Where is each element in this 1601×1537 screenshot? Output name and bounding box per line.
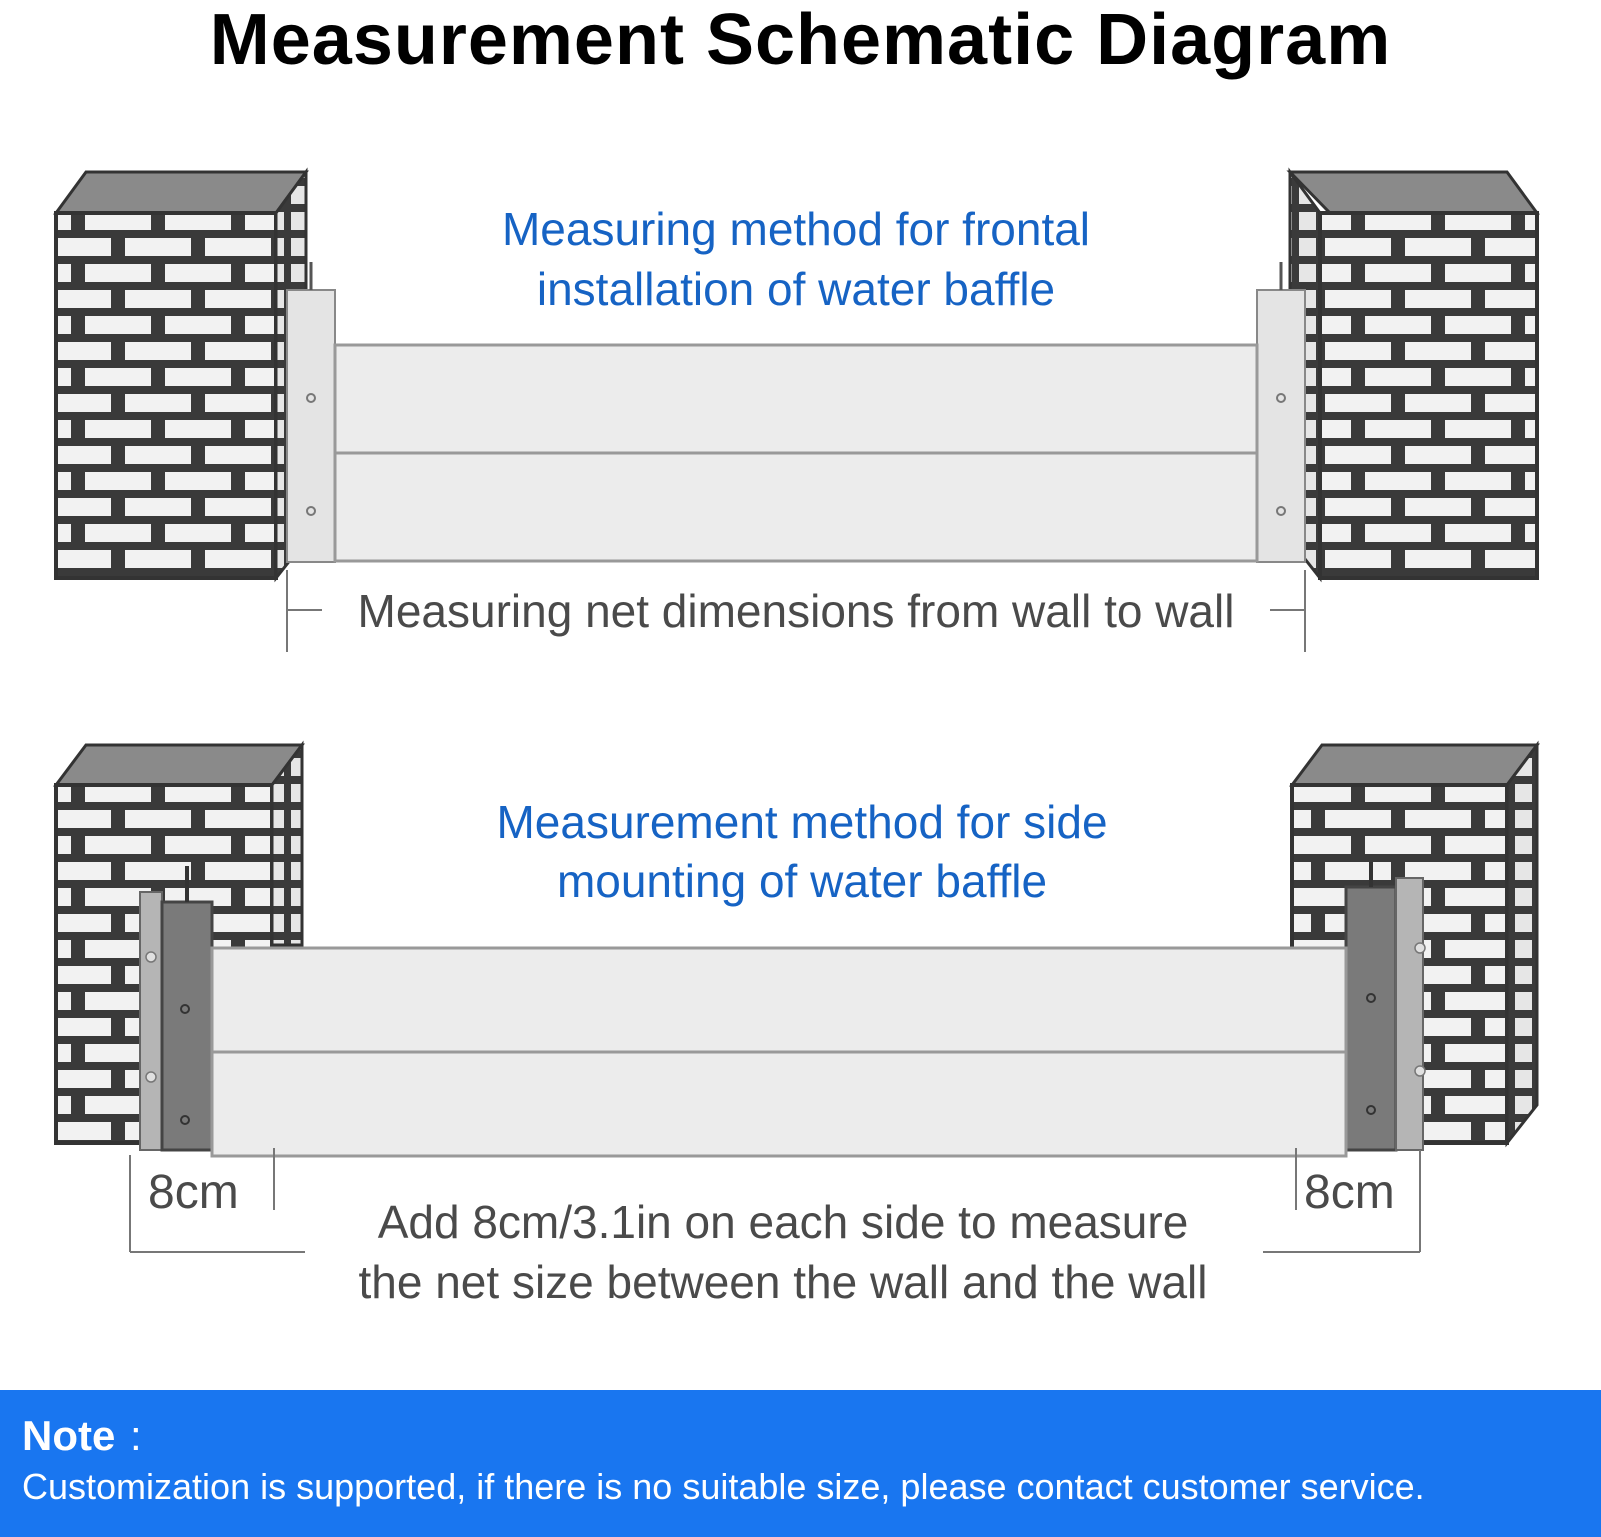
mounting-post-icon (140, 866, 212, 1150)
note-banner (0, 1390, 1601, 1537)
note-text: Customization is supported, if there is no suitable size, please contact customer service. (22, 1466, 1425, 1507)
frontal-caption-line1: Measuring method for frontal (501, 203, 1091, 255)
left-offset-label: 8cm (148, 1166, 239, 1219)
brick-pillar-icon (56, 172, 306, 578)
water-baffle-icon (212, 948, 1346, 1156)
right-offset-label: 8cm (1304, 1166, 1395, 1219)
side-section (56, 745, 1537, 1308)
page-title: Measurement Schematic Diagram (209, 0, 1392, 80)
side-caption-line2: mounting of water baffle (556, 855, 1048, 907)
frontal-caption-line2: installation of water baffle (536, 263, 1056, 315)
water-baffle-icon (335, 345, 1257, 561)
side-instruction-line1: Add 8cm/3.1in on each side to measure (377, 1196, 1189, 1248)
note-colon: : (130, 1412, 142, 1459)
side-caption-line1: Measurement method for side (496, 796, 1108, 848)
frontal-dimension-label: Measuring net dimensions from wall to wall (357, 585, 1235, 637)
frontal-section (56, 172, 1537, 652)
mounting-post-icon (287, 262, 335, 562)
mounting-post-icon (1346, 862, 1425, 1150)
side-instruction-line2: the net size between the wall and the wall (358, 1256, 1208, 1308)
mounting-post-icon (1257, 262, 1305, 562)
brick-pillar-icon (1290, 172, 1537, 578)
note-label: Note (22, 1412, 116, 1459)
